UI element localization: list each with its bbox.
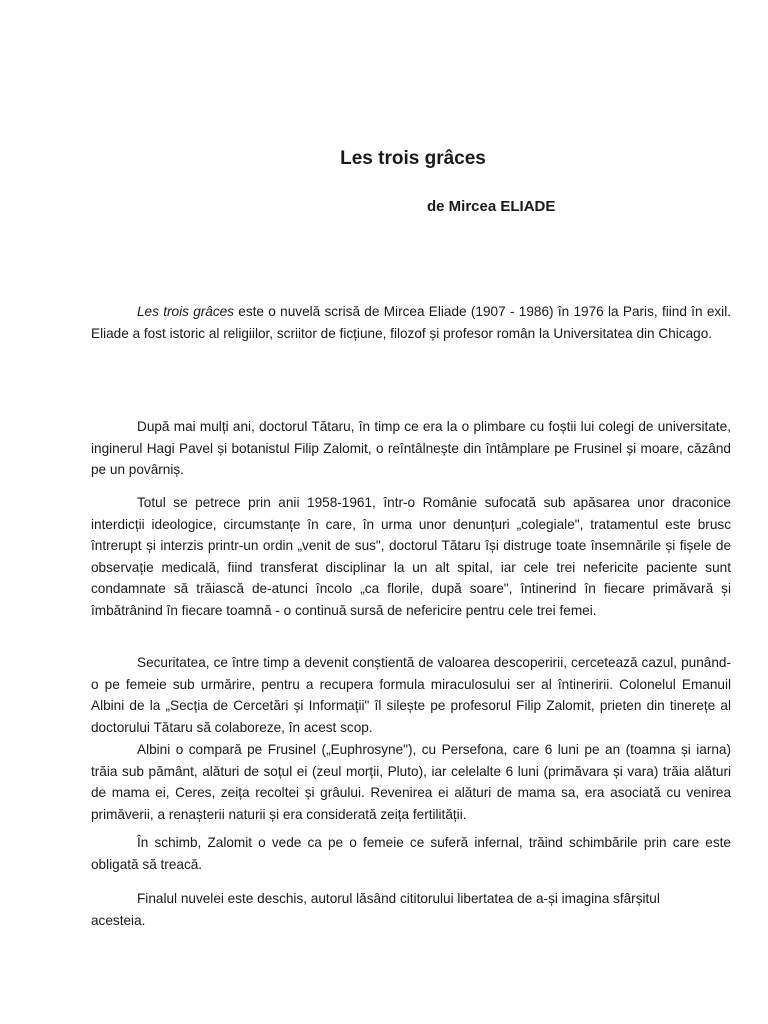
paragraph-3: Totul se petrece prin anii 1958-1961, într-o Românie sufocată sub apăsarea unor draconice interdicții ideologice, circumstanțe în care, în urma unor denunțuri „colegiale", tratamentul este brusc întrerupt și interzis printr-un ordin „venit de sus", doctorul Tătaru își distruge toate însemnările și fișele de observație medicală, fiind transferat disciplinar la un alt spital, iar cele trei nefericite paciente sunt condamnate să trăiască de-atunci încolo „ca florile, după soare", întinerind în fiecare primăvară și îmbătrânind în fiecare toamnă - o continuă sursă de nefericire pentru cele trei femei. <box>91 495 731 618</box>
paragraph-4: Securitatea, ce între timp a devenit conștientă de valoarea descoperirii, cercetează cazul, punând-o pe femeie sub urmărire, pentru a recupera formula miraculosului ser al întineririi. Colonelul Emanuil Albini de la „Secția de Cercetări și Informații" îl silește pe profesorul Filip Zalomit, prieten din tinerețe al doctorului Tătaru să colaboreze, în acest scop. <box>91 655 731 735</box>
paragraph-7: Finalul nuvelei este deschis, autorul lăsând cititorului libertatea de a-și imagina sfârșitul acesteia. <box>91 891 660 928</box>
paragraph-intro-text: este o nuvelă scrisă de Mircea Eliade (1907 - 1986) în 1976 la Paris, fiind în exil. Eliade a fost istoric al religiilor, scriitor de ficțiune, filozof și profesor român la Universitatea din Chicago. <box>91 304 731 341</box>
book-title-italic: Les trois grâces <box>137 304 234 319</box>
paragraph-6: În schimb, Zalomit o vede ca pe o femeie ce suferă infernal, trăind schimbările prin care este obligată să treacă. <box>91 835 731 872</box>
paragraph-intro <box>91 301 731 344</box>
paragraph-5: Albini o compară pe Frusinel („Euphrosyne"), cu Persefona, care 6 luni pe an (toamna și iarna) trăia sub pământ, alături de soțul ei (zeul morții, Pluto), iar celelalte 6 luni (primăvara și vara) trăia alături de mama ei, Ceres, zeița recoltei și grâului. Revenirea ei alături de mama sa, era asociată cu venirea primăverii, a renașterii naturii și era considerată zeița fertilității. <box>91 742 731 822</box>
document-title: Les trois grâces <box>340 148 486 169</box>
document-author: de Mircea ELIADE <box>427 198 556 215</box>
paragraph-2: După mai mulți ani, doctorul Tătaru, în timp ce era la o plimbare cu foștii lui colegi de universitate, inginerul Hagi Pavel și botanistul Filip Zalomit, o reîntâlnește din întâmplare pe Frusinel și moare, căzând pe un povârniș. <box>91 419 731 477</box>
